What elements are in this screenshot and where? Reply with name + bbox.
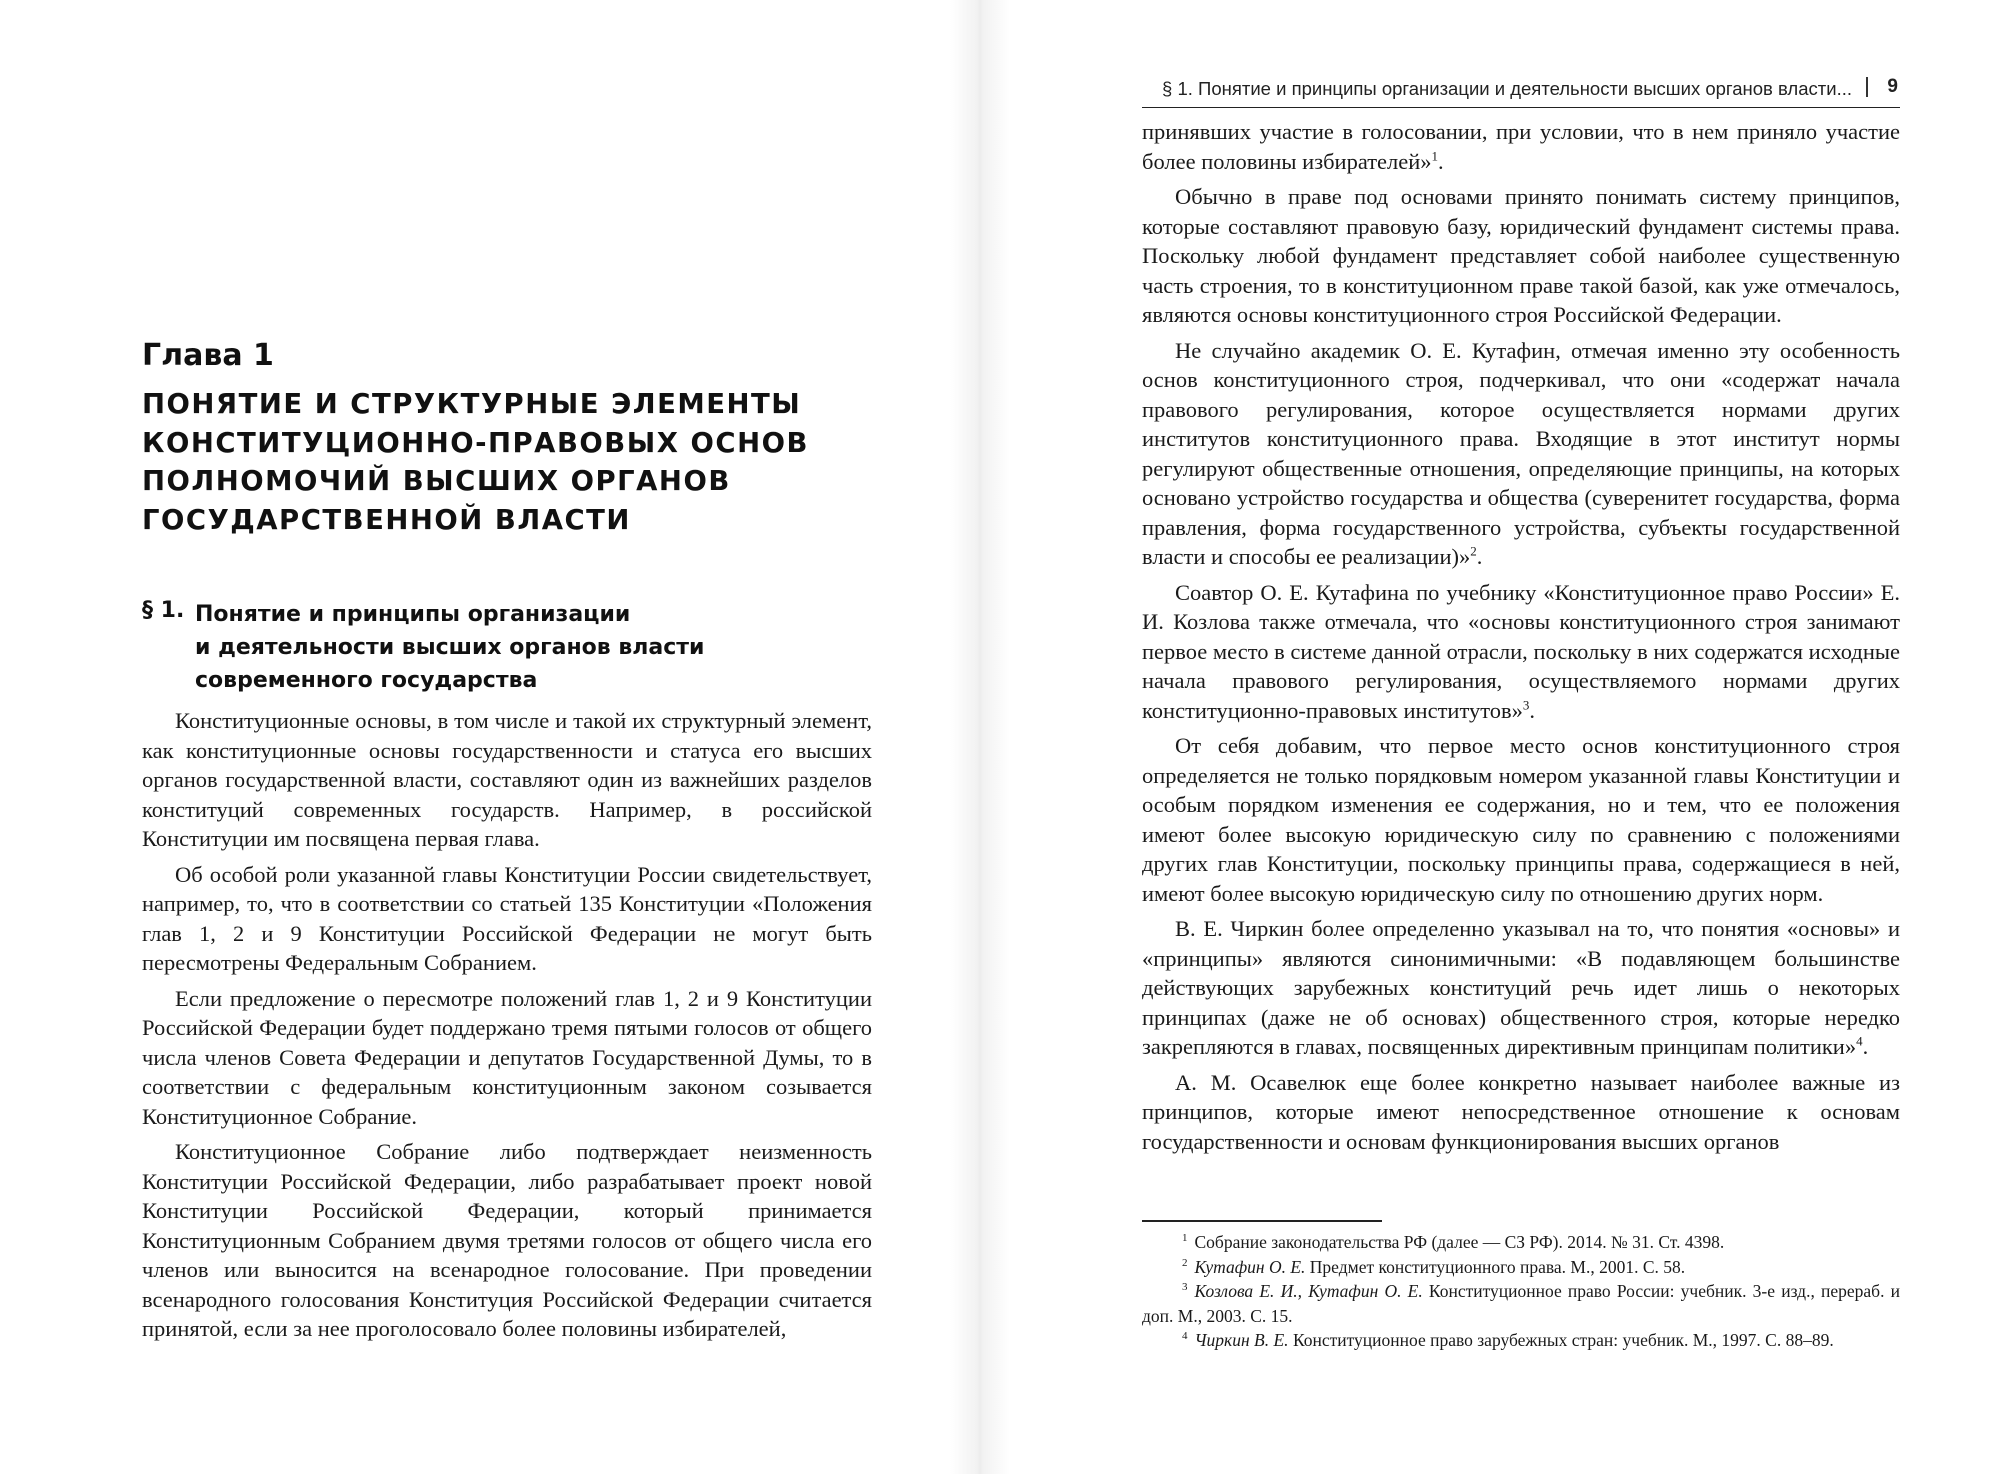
footnote	[1142, 1279, 1900, 1328]
paragraph	[1142, 117, 1900, 176]
footnote-number: 1	[1182, 1232, 1188, 1245]
paragraph: Об особой роли указанной главы Конституции России свидетельствует, например, то, что в соответствии со статьей 135 Конституции «Положения глав 1, 2 и 9 Конституции Российской Федерации не могут быть пересмотрены Федеральным Собранием.	[142, 861, 872, 975]
footnote-ref: 3	[1522, 697, 1530, 712]
running-head	[1142, 75, 1900, 108]
chapter-title-line: ПОНЯТИЕ И СТРУКТУРНЫЕ ЭЛЕМЕНТЫ	[142, 388, 802, 420]
section-title-line: современного государства	[195, 668, 538, 693]
footnote-number: 4	[1182, 1330, 1188, 1343]
footnote	[1142, 1230, 1900, 1255]
paragraph: Конституционные основы, в том числе и такой их структурный элемент, как конституционные основы государственности и статуса его высших органов государственной власти, составляют один из важнейших разделов конституций современных государств. Например, в российской Конституции им посвящена первая глава.	[142, 708, 872, 851]
right-body-text	[1142, 117, 1900, 1156]
paragraph-text: принявших участие в голосовании, при условии, что в нем приняло участие более половины избирателей»	[1142, 119, 1900, 174]
paragraph	[1142, 578, 1900, 726]
chapter-title	[142, 385, 809, 539]
footnote-author: Козлова Е. И., Кутафин О. Е.	[1194, 1281, 1423, 1301]
footnote-ref: 4	[1856, 1033, 1863, 1049]
page-number: 9	[1887, 76, 1898, 97]
footnote-number: 3	[1182, 1281, 1188, 1294]
paragraph-tail: .	[1862, 1034, 1869, 1059]
footnote-text: Собрание законодательства РФ (далее — СЗ РФ). 2014. № 31. Ст. 4398.	[1194, 1232, 1725, 1252]
footnote-text: Предмет конституционного права. М., 2001. С. 58.	[1305, 1256, 1686, 1277]
chapter-label: Глава 1	[142, 338, 274, 373]
section-title	[195, 598, 704, 697]
paragraph-text: Обычно в праве под основами принято понимать систему принципов, которые составляют правовую базу, юридический фундамент системы права. Поскольку любой фундамент представляет собой наиболее существенную часть строения, то в конституционном праве такой базой, как уже отмечалось, являются основы конституционного строя Российской Федерации.	[1142, 184, 1900, 327]
footnote-author: Чиркин В. Е.	[1194, 1330, 1289, 1350]
left-body-text	[142, 706, 872, 1344]
paragraph	[1142, 182, 1900, 330]
running-head-title: § 1. Понятие и принципы организации и деятельности высших органов власти...	[1162, 78, 1852, 99]
paragraph	[1142, 914, 1900, 1062]
chapter-title-line: ПОЛНОМОЧИЙ ВЫСШИХ ОРГАНОВ	[142, 465, 731, 497]
footnote	[1142, 1255, 1900, 1280]
paragraph-text: В. Е. Чиркин более определенно указывал на то, что понятия «основы» и «принципы» являются синонимичными: «В подавляющем большинстве действующих зарубежных конституций речь идет лишь о некоторых принципах (даже не об основах) общественного строя, которые нередко закрепляются в главах, посвященных директивным принципам политики»	[1142, 916, 1900, 1059]
footnote-number: 2	[1182, 1256, 1188, 1269]
paragraph: Конституционное Собрание либо подтверждает неизменность Конституции Российской Федерации, либо разрабатывает проект новой Конституции Российской Федерации, который принимается Конституционным Собранием двумя третями голосов от общего числа его членов или выносится на всенародное голосование. При проведении всенародного голосования Конституция Российской Федерации считается принятой, если за нее проголосовало более половины избирателей,	[142, 1139, 872, 1341]
footnote-text: Конституционное право России: учебник. 3-е изд., перераб. и доп. М., 2003. С. 15.	[1142, 1281, 1900, 1326]
paragraph-text: Соавтор О. Е. Кутафина по учебнику «Конституционное право России» Е. И. Козлова также отмечала, что «основы конституционного строя занимают первое место в системе данной отрасли, поскольку в них содержатся исходные начала правового регулирования, осуществляемого нормами других конституционно-правовых институтов»	[1142, 579, 1900, 723]
footnote-ref: 2	[1470, 543, 1477, 559]
paragraph	[1142, 336, 1900, 572]
paragraph-text: А. М. Осавелюк еще более конкретно называет наиболее важные из принципов, которые имеют непосредственное отношение к основам государственности и основам функционирования высших органов	[1142, 1069, 1900, 1154]
paragraph	[1142, 731, 1900, 908]
footnote-ref: 1	[1431, 148, 1439, 163]
paragraph: Если предложение о пересмотре положений глав 1, 2 и 9 Конституции Российской Федерации будет поддержано тремя пятыми голосов от общего числа членов Совета Федерации и депутатов Государственной Думы, то в соответствии с федеральным конституционным законом созывается Конституционное Собрание.	[142, 985, 872, 1129]
section-number: § 1.	[142, 598, 185, 623]
paragraph-text: Не случайно академик О. Е. Кутафин, отмечая именно эту особенность основ конституционного строя, подчеркивал, что они «содержат начала правового регулирования, которое осуществляется нормами других институтов конституционного права. Входящие в этот институт нормы регулируют общественные отношения, определяющие принципы, на которых основано устройство государства и общества (суверенитет государства, форма правления, форма государственного устройства, субъекты государственной власти и способы ее реализации)»	[1142, 337, 1900, 569]
footnote-text: Конституционное право зарубежных стран: учебник. М., 1997. С. 88–89.	[1288, 1330, 1834, 1350]
paragraph-tail: .	[1529, 697, 1536, 723]
footnote-author: Кутафин О. Е.	[1194, 1256, 1306, 1277]
running-head-separator	[1866, 77, 1868, 97]
paragraph-tail: .	[1476, 544, 1483, 569]
section-title-line: Понятие и принципы организации	[195, 602, 631, 627]
paragraph	[1142, 1068, 1900, 1157]
chapter-title-line: ГОСУДАРСТВЕННОЙ ВЛАСТИ	[142, 503, 631, 536]
section-title-line: и деятельности высших органов власти	[195, 635, 705, 660]
paragraph-text: От себя добавим, что первое место основ конституционного строя определяется не только порядковым номером указанной главы Конституции и особым порядком изменения ее содержания, но и тем, что ее положения имеют более высокую юридическую силу по сравнению с положениями других глав Конституции, поскольку принципы права, содержащиеся в ней, имеют более высокую юридическую силу по отношению других норм.	[1142, 733, 1900, 906]
paragraph-tail: .	[1438, 148, 1444, 174]
footnotes	[1142, 1230, 1900, 1353]
footnote	[1142, 1328, 1900, 1353]
footnote-rule	[1142, 1220, 1382, 1222]
book-gutter	[950, 0, 1010, 1474]
chapter-title-line: КОНСТИТУЦИОННО-ПРАВОВЫХ ОСНОВ	[142, 426, 809, 459]
